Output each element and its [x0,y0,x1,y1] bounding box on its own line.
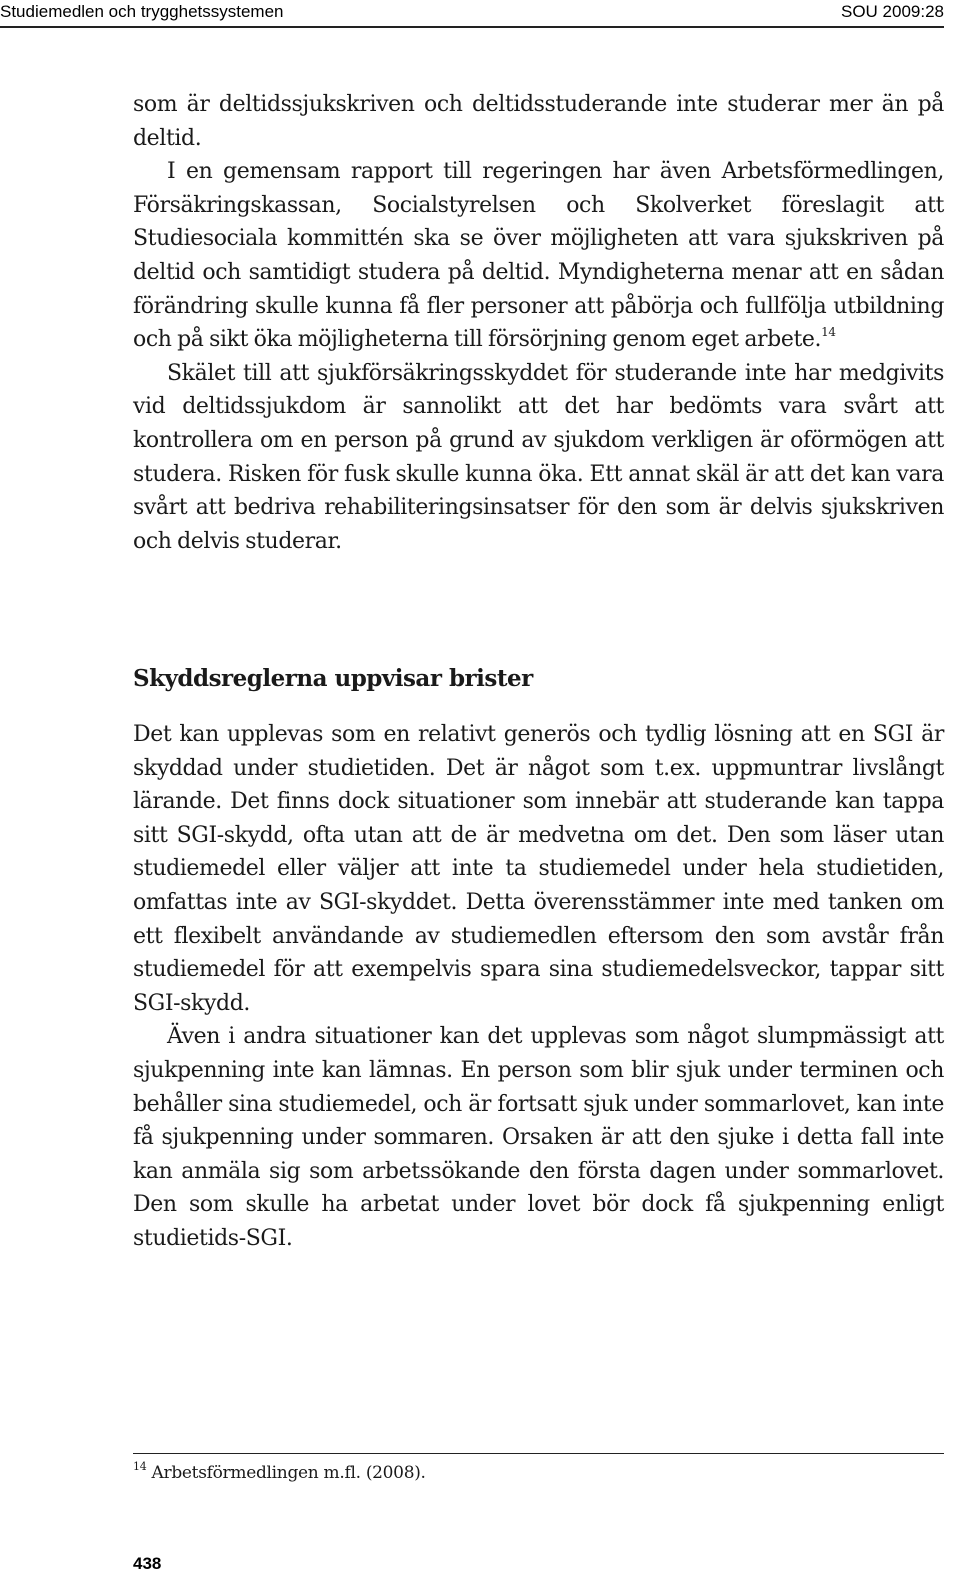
header-report-number: SOU 2009:28 [840,2,944,21]
page-number: 438 [133,1554,162,1573]
paragraph-joint-report-text: I en gemensam rapport till regeringen har även Arbetsförmedlingen, Försäkringskassan, Socialstyrelsen och Skolverket föreslagit att Studiesociala kommittén ska se över möjligheten att vara sjukskriven på deltid och samtidigt studera på deltid. Myndigheterna menar att en sådan förändring skulle kunna få fler personer att påbörja och fullfölja utbildning och på sikt öka möjligheterna till försörjning genom eget arbete. [133,159,944,353]
paragraph-joint-report [133,155,944,357]
footnote-divider [133,1453,944,1454]
paragraph-other-situations: Även i andra situationer kan det upplevas som något slumpmässigt att sjukpenning inte kan lämnas. En person som blir sjuk under terminen och behåller sina studiemedel, och är fortsatt sjuk under sommarlovet, kan inte få sjukpenning under sommaren. Orsaken är att den sjuke i detta fall inte kan anmäla sig som arbetssökande den första dagen under sommarlovet. Den som skulle ha arbetat under lovet bör dock få sjukpenning enligt studietids-SGI. [133,1024,944,1251]
body-text-section [133,718,944,1256]
header-document-title: Studiemedlen och trygghetssystemen [0,2,284,21]
paragraph-sgi-protection: Det kan upplevas som en relativt generös och tydlig lösning att en SGI är skyddad under studietiden. Det är något som t.ex. uppmuntrar livslångt lärande. Det finns dock situationer som innebär att studerande kan tappa sitt SGI-skydd, ofta utan att de är medvetna om det. Den som läser utan studiemedel eller väljer att inte ta studiemedel under hela studietiden, omfattas inte av SGI-skyddet. Detta överensstämmer inte med tanken om ett flexibelt användande av studiemedlen eftersom den som avstår från studiemedel för att exempelvis spara sina studiemedelsveckor, tappar sitt SGI-skydd. [133,722,944,1016]
footnote-text: Arbetsförmedlingen m.fl. (2008). [151,1463,426,1483]
footnote-number: 14 [133,1460,147,1474]
footnote [133,1460,426,1486]
section-heading: Skyddsreglerna uppvisar brister [133,665,533,692]
running-header [0,0,944,28]
footnote-reference: 14 [821,324,836,339]
paragraph-reason: Skälet till att sjukförsäkringsskyddet för studerande inte har medgivits vid deltidssjukdom är sannolikt att det har bedömts vara svårt att kontrollera om en person på grund av sjukdom verkligen är oförmögen att studera. Risken för fusk skulle kunna öka. Ett annat skäl är att det kan vara svårt att bedriva rehabiliteringsinsatser för den som är delvis sjukskriven och delvis studerar. [133,360,944,554]
body-text-top [133,88,944,558]
paragraph-continuation: som är deltidssjukskriven och deltidsstuderande inte studerar mer än på deltid. [133,92,944,151]
